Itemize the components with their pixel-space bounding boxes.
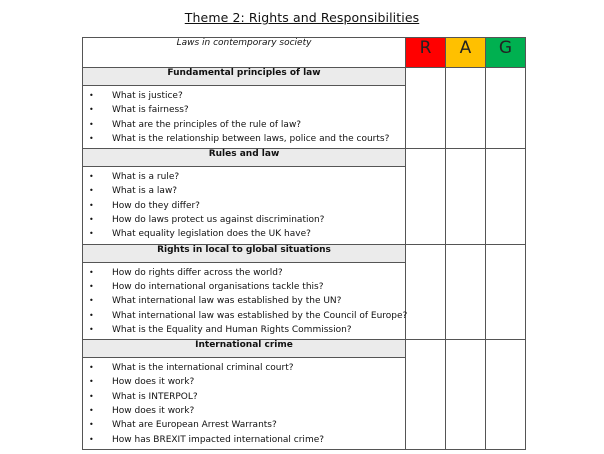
- question-text: How does it work?: [112, 406, 195, 417]
- list-item: [83, 170, 405, 184]
- bullet-icon: •: [89, 229, 94, 239]
- list-item: [83, 227, 405, 241]
- list-item: [83, 294, 405, 308]
- bullet-icon: •: [89, 296, 94, 306]
- list-item: [83, 309, 408, 323]
- rag-g-rating-cell[interactable]: [486, 68, 526, 149]
- rag-checklist-table: [82, 37, 526, 450]
- list-item: [83, 103, 405, 117]
- bullet-icon: •: [89, 200, 94, 210]
- bullet-icon: •: [89, 91, 94, 100]
- question-text: What are the principles of the rule of law?: [112, 119, 302, 130]
- rag-g-rating-cell[interactable]: [486, 340, 526, 450]
- question-list: [83, 263, 408, 339]
- question-text: What international law was established by the UN?: [112, 296, 342, 307]
- question-text: What is justice?: [112, 91, 183, 101]
- rag-red-heading: R: [406, 38, 446, 68]
- question-text: What is INTERPOL?: [112, 391, 198, 402]
- page-title: Theme 2: Rights and Responsibilities: [184, 10, 420, 25]
- section-title: Rights in local to global situations: [83, 244, 406, 262]
- section-header-row: [83, 68, 526, 86]
- bullet-icon: •: [89, 281, 94, 291]
- list-item: [83, 418, 405, 432]
- list-item: [83, 132, 405, 146]
- question-list-cell: [83, 86, 406, 149]
- question-text: How do laws protect us against discrimination?: [112, 215, 325, 226]
- list-item: [83, 213, 405, 227]
- list-item: [83, 199, 405, 213]
- bullet-icon: •: [89, 133, 94, 143]
- list-item: [83, 280, 405, 294]
- bullet-icon: •: [89, 420, 94, 430]
- question-text: What is a rule?: [112, 172, 180, 183]
- question-list: [83, 358, 405, 449]
- rag-a-rating-cell[interactable]: [446, 149, 486, 244]
- rag-a-rating-cell[interactable]: [446, 68, 486, 149]
- rag-r-rating-cell[interactable]: [406, 149, 446, 244]
- question-list: [83, 86, 405, 148]
- list-item: [83, 89, 405, 103]
- table-header-row: [83, 38, 526, 68]
- question-text: What is fairness?: [112, 105, 189, 116]
- question-text: What international law was established by the Council of Europe?: [112, 310, 408, 321]
- bullet-icon: •: [89, 267, 94, 277]
- list-item: [83, 323, 405, 337]
- question-text: How has BREXIT impacted international crime?: [112, 434, 325, 445]
- rag-amber-heading: A: [446, 38, 486, 68]
- section-title: Rules and law: [83, 149, 406, 167]
- list-item: [83, 118, 405, 132]
- question-text: What are European Arrest Warrants?: [112, 420, 277, 431]
- rag-r-rating-cell[interactable]: [406, 340, 446, 450]
- question-text: What equality legislation does the UK have?: [112, 229, 311, 240]
- question-text: How do they differ?: [112, 200, 200, 211]
- question-text: What is the international criminal court?: [112, 363, 294, 374]
- question-list-cell: [83, 358, 406, 450]
- list-item: [83, 361, 405, 375]
- list-item: [83, 404, 405, 418]
- question-list-cell: [83, 262, 406, 339]
- list-item: [83, 433, 405, 447]
- list-item: [83, 184, 405, 198]
- topic-heading: Laws in contemporary society: [83, 38, 406, 68]
- bullet-icon: •: [89, 406, 94, 416]
- question-text: What is a law?: [112, 186, 178, 197]
- rag-r-rating-cell[interactable]: [406, 244, 446, 339]
- bullet-icon: •: [89, 434, 94, 444]
- bullet-icon: •: [89, 310, 94, 320]
- question-text: How do rights differ across the world?: [112, 267, 283, 278]
- bullet-icon: •: [89, 186, 94, 196]
- bullet-icon: •: [89, 377, 94, 387]
- section-header-row: [83, 149, 526, 167]
- bullet-icon: •: [89, 215, 94, 225]
- rag-g-rating-cell[interactable]: [486, 244, 526, 339]
- bullet-icon: •: [89, 119, 94, 129]
- rag-g-rating-cell[interactable]: [486, 149, 526, 244]
- rag-a-rating-cell[interactable]: [446, 244, 486, 339]
- section-header-row: [83, 340, 526, 358]
- rag-a-rating-cell[interactable]: [446, 340, 486, 450]
- list-item: [83, 375, 405, 389]
- rag-r-rating-cell[interactable]: [406, 68, 446, 149]
- question-text: What is the Equality and Human Rights Commission?: [112, 324, 352, 335]
- section-header-row: [83, 244, 526, 262]
- bullet-icon: •: [89, 391, 94, 401]
- question-text: How does it work?: [112, 377, 195, 388]
- section-title: Fundamental principles of law: [83, 68, 406, 86]
- question-list-cell: [83, 167, 406, 244]
- question-list: [83, 167, 405, 243]
- bullet-icon: •: [89, 363, 94, 373]
- question-text: What is the relationship between laws, police and the courts?: [112, 133, 390, 144]
- bullet-icon: •: [89, 324, 94, 334]
- list-item: [83, 266, 405, 280]
- bullet-icon: •: [89, 105, 94, 115]
- section-title: International crime: [83, 340, 406, 358]
- rag-green-heading: G: [486, 38, 526, 68]
- bullet-icon: •: [89, 172, 94, 182]
- list-item: [83, 390, 405, 404]
- question-text: How do international organisations tackle this?: [112, 281, 324, 292]
